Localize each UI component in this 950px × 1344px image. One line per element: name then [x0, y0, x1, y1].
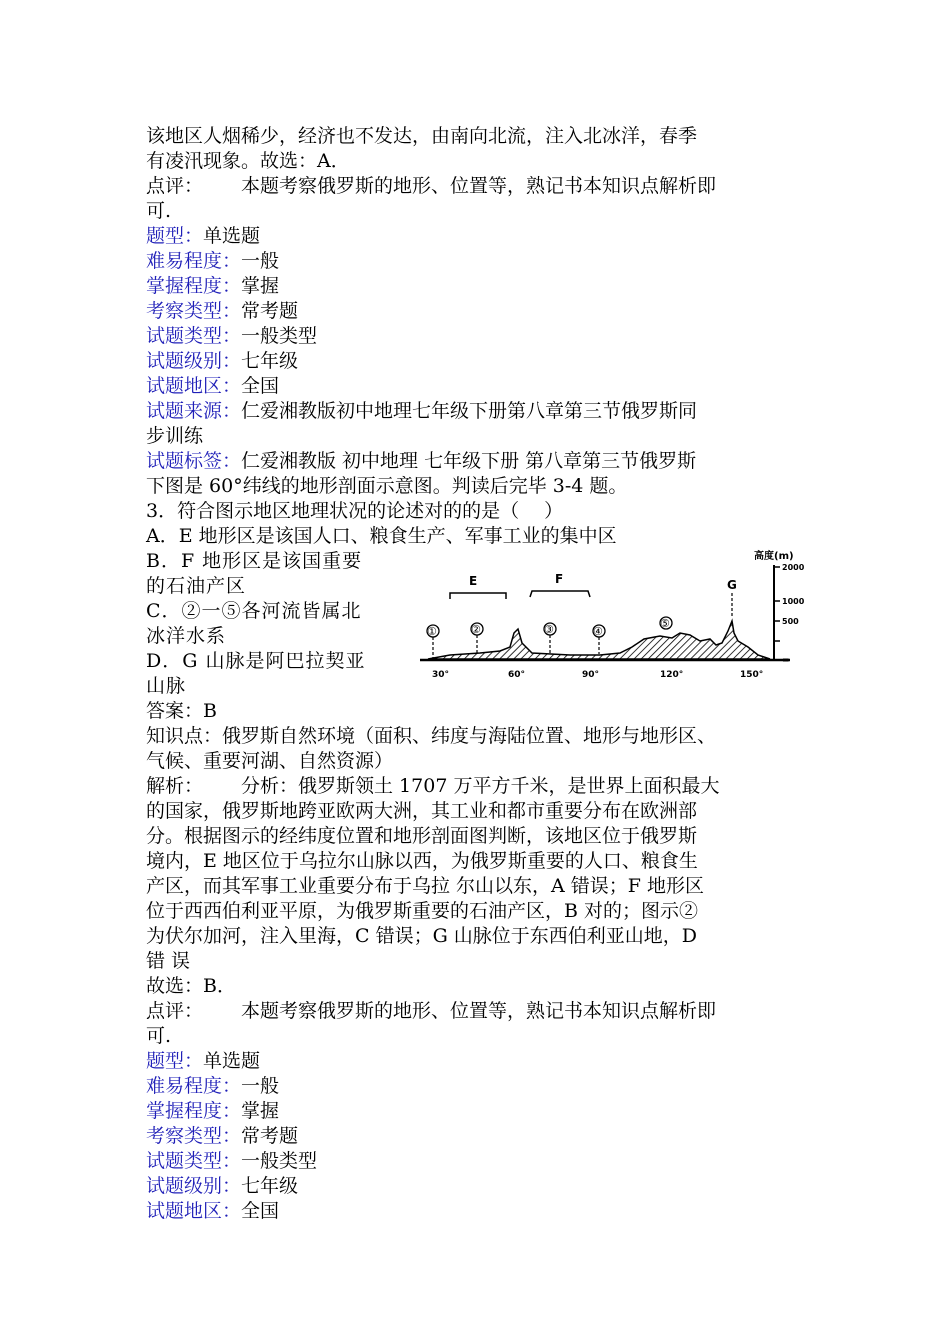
option-d: D．G 山脉是阿巴拉契亚 — [146, 650, 366, 672]
analysis-line: 的国家，俄罗斯地跨亚欧两大洲，其工业和都市重要分布在欧洲部 — [146, 800, 698, 822]
meta-label: 试题类型： — [146, 1150, 242, 1172]
x-tick-label: 30° — [432, 670, 450, 680]
meta-row — [146, 1049, 826, 1074]
river-marker — [471, 623, 483, 653]
meta-row — [146, 399, 826, 424]
svg-text:④: ④ — [593, 625, 603, 638]
meta-label: 考察类型： — [146, 300, 242, 322]
meta-label: 题型： — [146, 225, 204, 247]
meta-value: 单选题 — [203, 1050, 261, 1072]
region-e-bracket — [450, 593, 506, 599]
comment-label: 点评： — [146, 1000, 204, 1022]
option-d-cont: 山脉 — [146, 675, 187, 697]
meta-row — [146, 1124, 826, 1149]
text-line: 该地区人烟稀少，经济也不发达，由南向北流，注入北冰洋，春季 — [146, 125, 698, 147]
meta-value: 一般类型 — [241, 325, 318, 347]
altitude-tick: 2000 — [782, 563, 805, 572]
meta-value: 全国 — [241, 1200, 280, 1222]
svg-text:②: ② — [471, 623, 481, 636]
meta-row — [146, 299, 826, 324]
terrain-profile-figure — [410, 543, 820, 683]
meta-row — [146, 1149, 826, 1174]
meta-value: 掌握 — [241, 275, 280, 297]
meta-label: 试题来源： — [146, 400, 242, 422]
meta-row — [146, 249, 826, 274]
meta-row — [146, 1174, 826, 1199]
comment-line: 可. — [146, 1025, 172, 1047]
region-e-label: E — [469, 574, 478, 588]
analysis-text: 分析：俄罗斯领土 1707 万平方千米，是世界上面积最大 — [241, 775, 720, 797]
x-tick-label: 150° — [740, 670, 764, 680]
answer-line: 答案：B — [146, 700, 217, 722]
altitude-title: 高度(m) — [754, 551, 794, 562]
meta-row — [146, 349, 826, 374]
document-page — [146, 124, 826, 1224]
knowledge-line-cont: 气候、重要河湖、自然资源） — [146, 750, 394, 772]
meta-value: 一般 — [241, 250, 280, 272]
meta-value: 仁爱湘教版 初中地理 七年级下册 第八章第三节俄罗斯 — [241, 450, 697, 472]
analysis-line: 为伏尔加河，注入里海，C 错误；G 山脉位于东西伯利亚山地，D — [146, 925, 698, 947]
peak-g-label: G — [727, 578, 737, 592]
meta-label: 试题标签： — [146, 450, 242, 472]
region-f-bracket — [530, 591, 590, 597]
comment-line: 可. — [146, 200, 172, 222]
altitude-tick: 500 — [782, 617, 799, 626]
meta-label: 题型： — [146, 1050, 204, 1072]
options-column — [146, 549, 408, 699]
meta-label: 难易程度： — [146, 250, 242, 272]
meta-value: 一般类型 — [241, 1150, 318, 1172]
river-marker — [544, 623, 556, 654]
option-c-cont: 冰洋水系 — [146, 625, 227, 647]
meta-label: 难易程度： — [146, 1075, 242, 1097]
svg-text:③: ③ — [544, 623, 554, 636]
meta-label: 试题级别： — [146, 350, 242, 372]
analysis-line — [146, 774, 826, 799]
altitude-tick: 1000 — [782, 597, 805, 606]
meta-row-continued: 步训练 — [146, 425, 204, 447]
river-marker — [427, 625, 439, 659]
x-tick-label: 120° — [660, 670, 684, 680]
meta-label: 考察类型： — [146, 1125, 242, 1147]
meta-value: 七年级 — [241, 350, 299, 372]
analysis-line: 分。根据图示的经纬度位置和地形剖面图判断，该地区位于俄罗斯 — [146, 825, 698, 847]
svg-text:⑤: ⑤ — [660, 617, 670, 630]
meta-value: 掌握 — [241, 1100, 280, 1122]
meta-label: 试题地区： — [146, 1200, 242, 1222]
intro-line: 下图是 60°纬线的地形剖面示意图。判读后完毕 3-4 题。 — [146, 475, 628, 497]
x-tick-label: 60° — [508, 670, 526, 680]
meta-block-1 — [146, 224, 826, 474]
knowledge-line: 知识点：俄罗斯自然环境（面积、纬度与海陆位置、地形与地形区、 — [146, 725, 717, 747]
svg-text:=: = — [782, 656, 790, 666]
meta-label: 试题地区： — [146, 375, 242, 397]
analysis-line: 产区，而其军事工业重要分布于乌拉 尔山以东，A 错误；F 地形区 — [146, 875, 705, 897]
option-c: C．②一⑤各河流皆属北 — [146, 600, 362, 622]
comment-line — [146, 999, 826, 1024]
meta-row — [146, 449, 826, 474]
x-tick-label: 90° — [582, 670, 600, 680]
meta-row — [146, 1199, 826, 1224]
meta-value: 全国 — [241, 375, 280, 397]
comment-label: 点评： — [146, 175, 204, 197]
analysis-line: 位于西西伯利亚平原，为俄罗斯重要的石油产区，B 对的；图示② — [146, 900, 699, 922]
option-b-cont: 的石油产区 — [146, 575, 247, 597]
svg-text:①: ① — [427, 625, 437, 638]
river-marker — [660, 617, 672, 630]
comment-text: 本题考察俄罗斯的地形、位置等，熟记书本知识点解析即 — [241, 175, 717, 197]
meta-row — [146, 224, 826, 249]
analysis-label: 解析： — [146, 775, 204, 797]
comment-line — [146, 174, 826, 199]
river-marker — [593, 625, 605, 654]
meta-value: 常考题 — [241, 300, 299, 322]
region-f-label: F — [555, 572, 564, 586]
meta-value: 单选题 — [203, 225, 261, 247]
option-b: B．F 地形区是该国重要 — [146, 550, 363, 572]
meta-row — [146, 274, 826, 299]
question-stem: 3．符合图示地区地理状况的论述对的的是（ ） — [146, 500, 564, 522]
meta-row — [146, 324, 826, 349]
analysis-line: 错 误 — [146, 950, 191, 972]
meta-label: 掌握程度： — [146, 1100, 242, 1122]
meta-value: 七年级 — [241, 1175, 299, 1197]
meta-value: 仁爱湘教版初中地理七年级下册第八章第三节俄罗斯同 — [241, 400, 698, 422]
meta-value: 一般 — [241, 1075, 280, 1097]
meta-value: 常考题 — [241, 1125, 299, 1147]
choose-line: 故选：B． — [146, 975, 236, 997]
meta-label: 掌握程度： — [146, 275, 242, 297]
text-line: 有凌汛现象。故选：A． — [146, 150, 350, 172]
meta-label: 试题类型： — [146, 325, 242, 347]
meta-block-2 — [146, 1049, 826, 1224]
meta-row — [146, 374, 826, 399]
figure-row — [146, 549, 826, 699]
meta-row — [146, 1074, 826, 1099]
analysis-line: 境内，E 地区位于乌拉尔山脉以西，为俄罗斯重要的人口、粮食生 — [146, 850, 698, 872]
meta-row — [146, 1099, 826, 1124]
comment-text: 本题考察俄罗斯的地形、位置等，熟记书本知识点解析即 — [241, 1000, 717, 1022]
meta-label: 试题级别： — [146, 1175, 242, 1197]
option-a: A．E 地形区是该国人口、粮食生产、军事工业的集中区 — [146, 525, 617, 547]
